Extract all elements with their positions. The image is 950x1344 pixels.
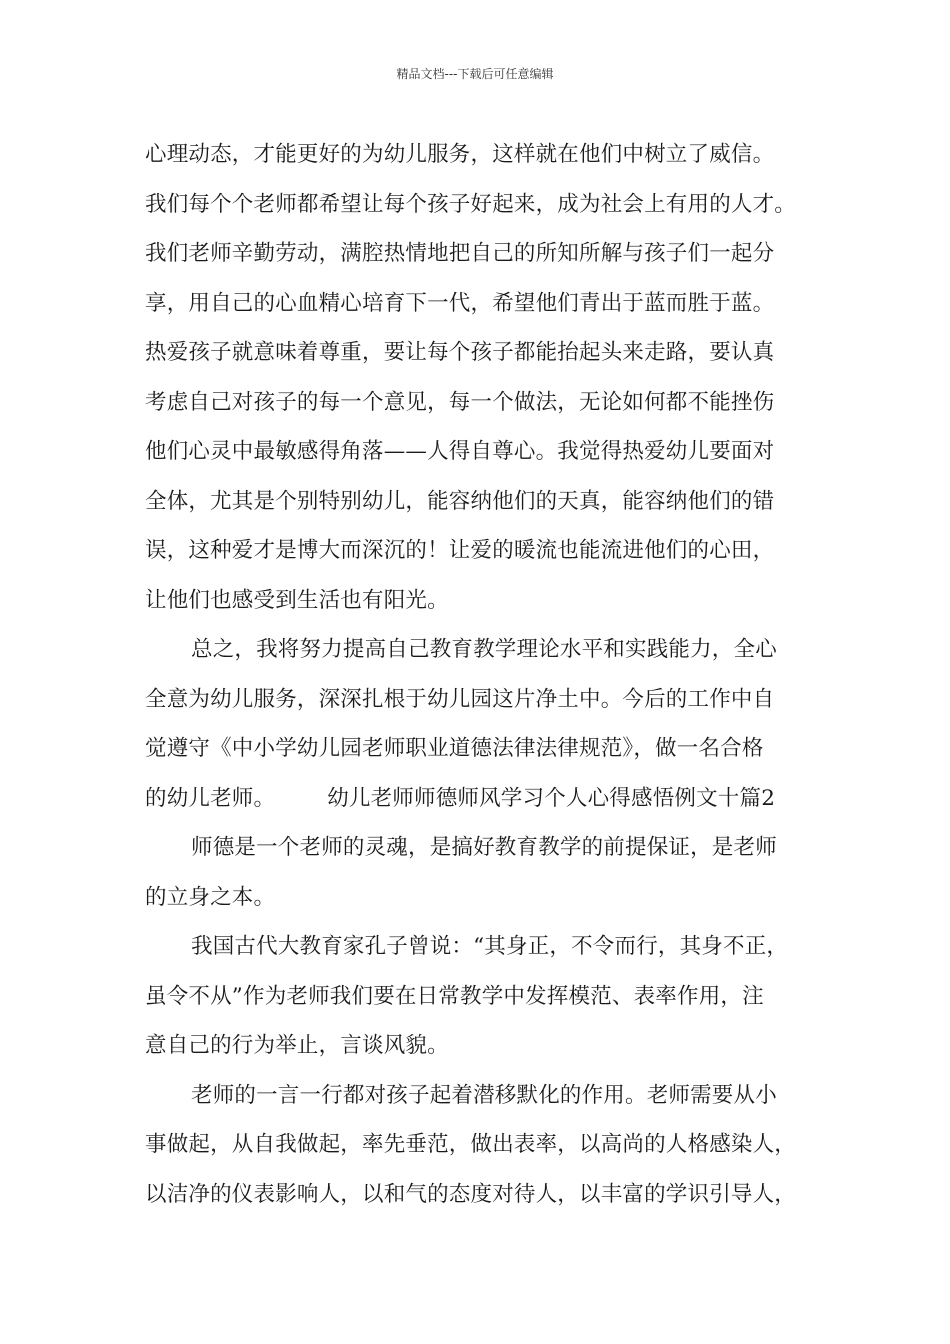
text-line-with-title bbox=[145, 774, 835, 824]
text-line: 我们每个个老师都希望让每个孩子好起来，成为社会上有用的人才。 bbox=[145, 191, 797, 217]
paragraph-start-line: 老师的一言一行都对孩子起着潜移默化的作用。老师需要从小 bbox=[191, 1082, 777, 1108]
paragraph-start-line: 师德是一个老师的灵魂，是搞好教育教学的前提保证，是老师 bbox=[191, 835, 777, 860]
page-header: 精品文档---下载后可任意编辑 bbox=[396, 67, 554, 81]
text-line: 以洁净的仪表影响人，以和气的态度对待人，以丰富的学识引导人， bbox=[145, 1181, 797, 1207]
text-line: 让他们也感受到生活也有阳光。 bbox=[145, 587, 449, 613]
text-line: 全意为幼儿服务，深深扎根于幼儿园这片净土中。今后的工作中自 bbox=[145, 686, 775, 712]
text-line: 心理动态，才能更好的为幼儿服务，这样就在他们中树立了威信。 bbox=[145, 142, 775, 167]
text-line: 他们心灵中最敏感得角落——人得自尊心。我觉得热爱幼儿要面对 bbox=[145, 439, 775, 464]
text-line: 我们老师辛勤劳动，满腔热情地把自己的所知所解与孩子们一起分 bbox=[145, 241, 775, 266]
article-title: 幼儿老师师德师风学习个人心得感悟例文十篇2 bbox=[327, 785, 776, 811]
text-line: 事做起，从自我做起，率先垂范，做出表率，以高尚的人格感染人， bbox=[145, 1132, 797, 1157]
text-line: 的立身之本。 bbox=[145, 884, 276, 910]
text-line: 全体，尤其是个别特别幼儿，能容纳他们的天真，能容纳他们的错 bbox=[145, 488, 775, 514]
paragraph-start-line: 总之，我将努力提高自己教育教学理论水平和实践能力，全心 bbox=[191, 637, 777, 662]
text-line: 觉遵守《中小学幼儿园老师职业道德法律法律规范》，做一名合格 bbox=[145, 736, 764, 761]
document-body bbox=[145, 130, 835, 1219]
text-line: 虽令不从”作为老师我们要在日常教学中发挥模范、表率作用，注 bbox=[145, 983, 764, 1009]
text-line: 热爱孩子就意味着尊重，要让每个孩子都能抬起头来走路，要认真 bbox=[145, 340, 775, 365]
paragraph-start-line: 我国古代大教育家孔子曾说：“其身正，不令而行，其身不正， bbox=[191, 934, 789, 959]
text-line: 享，用自己的心血精心培育下一代，希望他们青出于蓝而胜于蓝。 bbox=[145, 290, 775, 316]
text-line: 误，这种爱才是博大而深沉的！让爱的暖流也能流进他们的心田， bbox=[145, 538, 775, 563]
text-fragment: 的幼儿老师。 bbox=[145, 785, 276, 811]
text-line: 考虑自己对孩子的每一个意见，每一个做法，无论如何都不能挫伤 bbox=[145, 389, 775, 415]
text-line: 意自己的行为举止，言谈风貌。 bbox=[145, 1033, 449, 1058]
